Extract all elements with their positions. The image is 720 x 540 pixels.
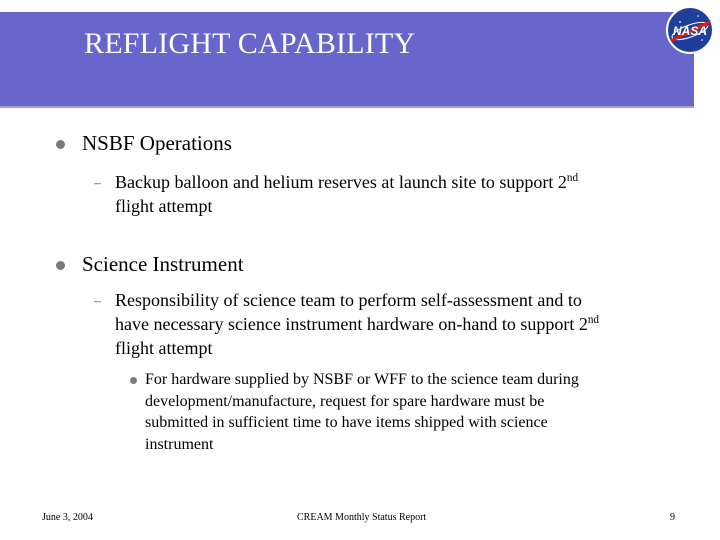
header-divider: [0, 106, 694, 108]
dash-bullet: –: [94, 294, 101, 309]
footer-date: June 3, 2004: [42, 512, 93, 523]
dash-bullet: –: [94, 176, 101, 191]
bullet-dot: [56, 261, 65, 270]
spare-hardware-text: For hardware supplied by NSBF or WFF to the science team during development/manufacture, request for spare hardware must be submitted in sufficient time to have items shipped with science instrument: [145, 371, 579, 453]
bullet-dot-small: [130, 377, 137, 384]
nsbf-detail-text: Backup balloon and helium reserves at launch site to support 2nd flight attempt: [115, 172, 579, 216]
nasa-logo-icon: [664, 4, 716, 56]
footer-page-number: 9: [670, 512, 675, 523]
section-heading-science: Science Instrument: [82, 252, 244, 276]
bullet-dot: [56, 140, 65, 149]
science-detail-text: Responsibility of science team to perform self-assessment and to have necessary science instrument hardware on-hand to support 2nd flight attempt: [115, 290, 599, 358]
section-heading-nsbf: NSBF Operations: [82, 131, 232, 155]
footer-title: CREAM Monthly Status Report: [297, 512, 427, 523]
slide-title: REFLIGHT CAPABILITY: [84, 27, 416, 60]
logo-text: NASA: [672, 24, 708, 38]
